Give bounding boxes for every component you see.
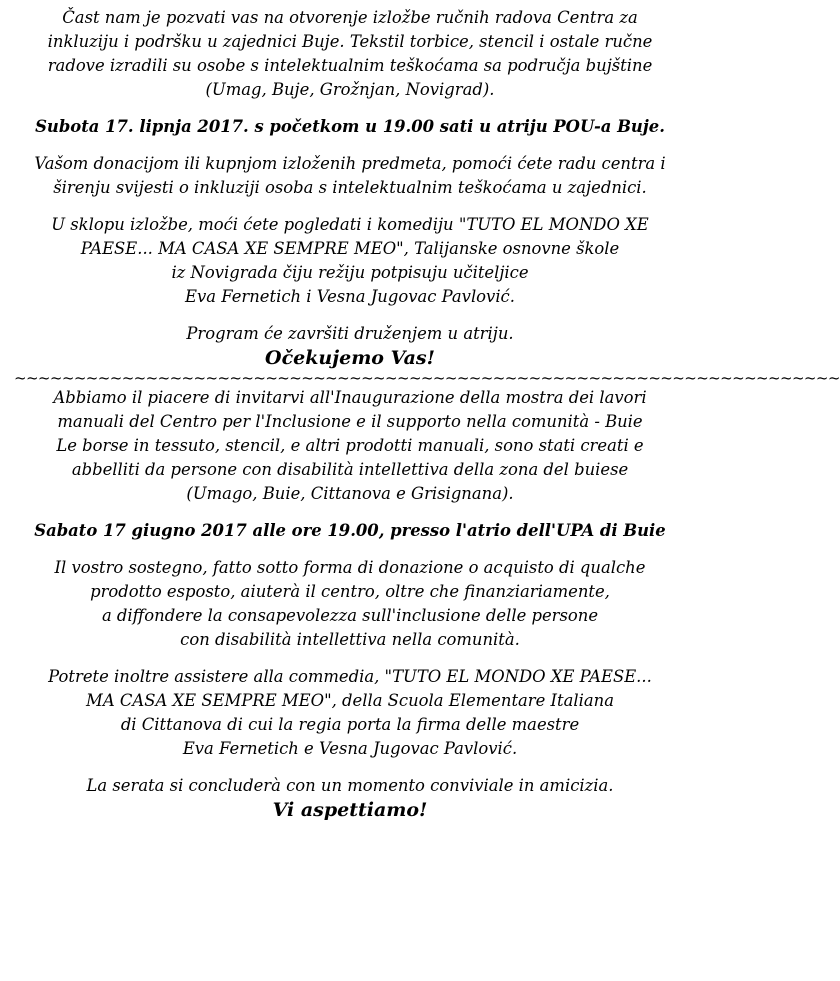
text-line: Vašom donacijom ili kupnjom izloženih predmeta, pomoći ćete radu centra i [34, 154, 666, 173]
text-line: radove izradili su osobe s intelektualnim teškoćama sa područja bujštine [47, 56, 653, 75]
croatian-program-line: Program će završiti druženjem u atriju. [186, 324, 514, 343]
spacer [14, 761, 686, 774]
spacer [14, 309, 686, 322]
spacer [14, 102, 686, 115]
text-line: a diffondere la consapevolezza sull'inclusione delle persone [101, 606, 599, 625]
text-line: MA CASA XE SEMPRE MEO", della Scuola Elementare Italiana [86, 691, 614, 710]
italian-evening-line: La serata si concluderà con un momento conviviale in amicizia. [86, 776, 614, 795]
spacer [14, 139, 686, 152]
text-line: U sklopu izložbe, moći ćete pogledati i komediju "TUTO EL MONDO XE [51, 215, 649, 234]
text-line: Abbiamo il piacere di invitarvi all'Inaugurazione della mostra dei lavori [53, 388, 647, 407]
italian-comedy-paragraph [14, 665, 686, 761]
croatian-comedy-paragraph [14, 213, 686, 309]
text-line: con disabilità intellettiva nella comunità. [180, 630, 520, 649]
croatian-event-date: Subota 17. lipnja 2017. s početkom u 19.00 sati u atriju POU-a Buje. [35, 117, 665, 136]
text-line: (Umag, Buje, Grožnjan, Novigrad). [205, 80, 495, 99]
spacer [14, 543, 686, 556]
text-line: PAESE... MA CASA XE SEMPRE MEO", Talijanske osnovne škole [80, 239, 620, 258]
italian-event-date: Sabato 17 giugno 2017 alle ore 19.00, presso l'atrio dell'UPA di Buie [34, 521, 666, 540]
text-line: širenju svijesti o inkluziji osoba s intelektualnim teškoćama u zajednici. [53, 178, 647, 197]
text-line: Potrete inoltre assistere alla commedia, "TUTO EL MONDO XE PAESE... [48, 667, 652, 686]
tilde-separator: ~~~~~~~~~~~~~~~~~~~~~~~~~~~~~~~~~~~~~~~~~~~~~~~~~~~~~~~~~~~~~~~~~~~~~ [14, 369, 840, 387]
spacer [14, 506, 686, 519]
croatian-intro-paragraph [14, 6, 686, 102]
text-line: iz Novigrada čiju režiju potpisuju učiteljice [171, 263, 529, 282]
text-line: abbelliti da persone con disabilità intellettiva della zona del buiese [71, 460, 629, 479]
text-line: prodotto esposto, aiuterà il centro, oltre che finanziariamente, [90, 582, 610, 601]
italian-support-paragraph [14, 556, 686, 652]
italian-closing: Vi aspettiamo! [272, 799, 428, 821]
text-line: (Umago, Buie, Cittanova e Grisignana). [186, 484, 514, 503]
croatian-closing: Očekujemo Vas! [265, 347, 435, 369]
text-line: Čast nam je pozvati vas na otvorenje izložbe ručnih radova Centra za [62, 8, 638, 27]
text-line: Eva Fernetich e Vesna Jugovac Pavlović. [182, 739, 518, 758]
text-line: Il vostro sostegno, fatto sotto forma di donazione o acquisto di qualche [54, 558, 646, 577]
text-line: Le borse in tessuto, stencil, e altri prodotti manuali, sono stati creati e [56, 436, 644, 455]
spacer [14, 652, 686, 665]
text-line: Eva Fernetich i Vesna Jugovac Pavlović. [185, 287, 515, 306]
croatian-donation-paragraph [14, 152, 686, 200]
text-line: di Cittanova di cui la regia porta la firma delle maestre [120, 715, 580, 734]
spacer [14, 200, 686, 213]
text-line: manuali del Centro per l'Inclusione e il supporto nella comunità - Buie [57, 412, 643, 431]
text-line: inkluziju i podršku u zajednici Buje. Tekstil torbice, stencil i ostale ručne [47, 32, 653, 51]
italian-intro-paragraph [14, 386, 686, 506]
